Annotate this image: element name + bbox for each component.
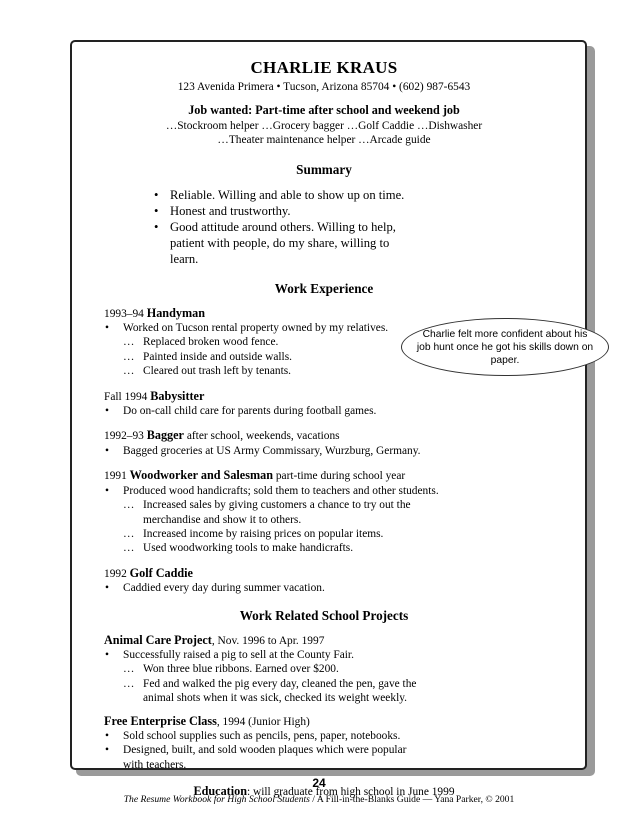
project-when: , Nov. 1996 to Apr. 1997 [211,634,325,647]
summary-heading: Summary [296,161,352,177]
page-footer [0,794,638,805]
footer-book-title: The Resume Workbook for High School Students [123,794,310,805]
entry-bullets [104,581,544,595]
job-wanted-list [104,119,544,148]
entry-detail: … Painted inside and outside walls. [123,350,544,364]
education-label: Education [193,784,247,799]
project-free-enterprise [104,714,544,773]
job-wanted-line-1: …Stockroom helper …Grocery bagger …Golf Caddie …Dishwasher [165,119,483,132]
project-bullets [104,648,544,662]
experience-entry-babysitter [104,389,544,419]
callout-bubble [401,318,609,376]
project-when: , 1994 (Junior High) [216,715,310,728]
entry-heading [104,566,544,581]
entry-date: 1993–94 [104,307,144,320]
work-experience-heading: Work Experience [274,280,374,296]
resume-content [104,58,544,800]
project-detail: … Won three blue ribbons. Earned over $200. [123,662,423,676]
entry-detail: … Increased sales by giving customers a chance to try out the merchandise and show it to others. [123,498,423,527]
page-number: 24 [312,776,326,790]
entry-bullets [104,444,544,458]
summary-item-text: Good attitude around others. Willing to help, patient with people, do my share, willing to learn. [170,219,396,266]
entry-role: Handyman [146,305,205,320]
entry-details [123,498,423,556]
project-animal-care [104,633,544,706]
entry-detail: … Replaced broken wood fence. [123,335,544,349]
entry-detail: … Used woodworking tools to make handicrafts. [123,541,423,555]
entry-bullet: • Do on-call child care for parents during football games. [104,404,544,418]
experience-entry-bagger [104,428,544,458]
school-projects-heading: Work Related School Projects [239,607,409,623]
project-details [123,662,423,705]
project-bullets [104,729,414,772]
project-name: Free Enterprise Class [104,713,217,728]
entry-role: Woodworker and Salesman [129,468,273,483]
entry-role: Golf Caddie [129,565,193,580]
entry-heading [104,389,544,404]
entry-bullets [104,484,544,498]
entry-role: Babysitter [150,388,205,403]
entry-bullets [104,404,544,418]
job-wanted-line-2: …Theater maintenance helper …Arcade guide [217,134,431,147]
summary-item: • Honest and trustworthy. [154,203,544,219]
project-bullet: • Designed, built, and sold wooden plaques which were popular with teachers. [104,743,414,772]
entry-detail: … Cleared out trash left by tenants. [123,364,544,378]
entry-role: Bagger [146,428,184,443]
entry-heading [104,428,544,443]
project-name: Animal Care Project [104,632,212,647]
education-text: : will graduate from high school in June 1999 [246,786,455,799]
entry-date: 1992–93 [104,430,144,443]
project-bullet: • Successfully raised a pig to sell at the County Fair. [104,648,544,662]
contact-line: 123 Avenida Primera • Tucson, Arizona 85704 • (602) 987-6543 [177,81,471,93]
summary-item: • Reliable. Willing and able to show up on time. [154,187,544,203]
project-heading [104,633,544,648]
entry-detail: … Increased income by raising prices on popular items. [123,527,423,541]
project-bullet: • Sold school supplies such as pencils, pens, paper, notebooks. [104,729,414,743]
entry-suffix: after school, weekends, vacations [186,430,340,443]
job-wanted-title: Job wanted: Part-time after school and weekend job [188,103,460,118]
entry-heading [104,468,544,483]
entry-suffix: part-time during school year [275,470,406,483]
entry-date: 1991 [104,470,127,483]
summary-list [154,187,544,267]
entry-bullet: • Worked on Tucson rental property owned by my relatives. [104,321,544,335]
project-detail: … Fed and walked the pig every day, cleaned the pen, gave the animal shots when it was sick, checked its weight weekly. [123,677,423,706]
entry-bullet: • Caddied every day during summer vacation. [104,581,544,595]
entry-bullet: • Produced wood handicrafts; sold them to teachers and other students. [104,484,544,498]
experience-entry-woodworker [104,468,544,555]
footer-credit: / A Fill-in-the-Blanks Guide — Yana Parker, © 2001 [309,794,515,805]
summary-item [154,219,420,267]
entry-bullet: • Bagged groceries at US Army Commissary, Wurzburg, Germany. [104,444,544,458]
resume-name: CHARLIE KRAUS [250,58,398,77]
callout-text: Charlie felt more confident about his job hunt once he got his skills down on paper. [416,328,594,366]
project-heading [104,714,544,729]
entry-date: Fall 1994 [104,390,148,403]
entry-date: 1992 [104,567,127,580]
experience-entry-golf-caddie [104,566,544,596]
